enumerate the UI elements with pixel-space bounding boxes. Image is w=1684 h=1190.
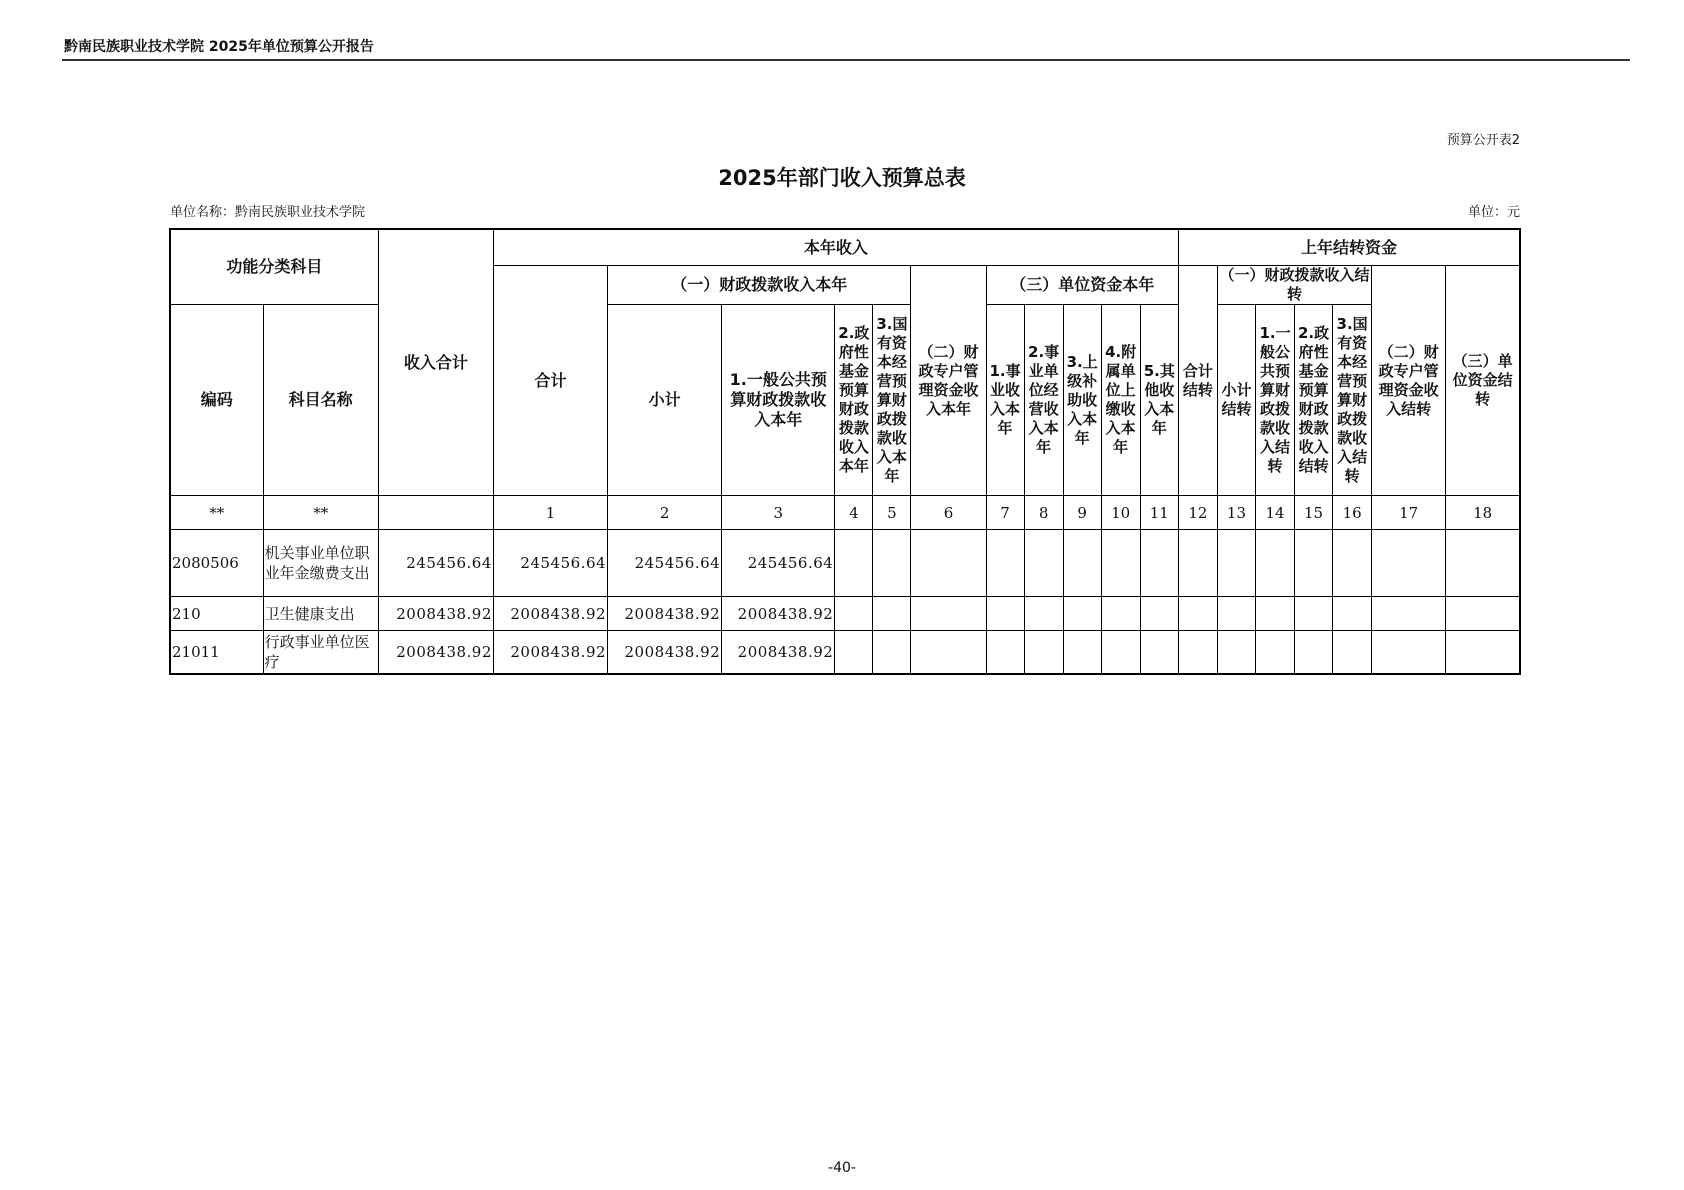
row-income-total: 245456.64	[378, 530, 493, 597]
income-budget-table	[169, 228, 1521, 675]
empty-cell	[873, 530, 911, 597]
empty-cell	[911, 631, 986, 675]
empty-cell	[1024, 631, 1063, 675]
column-number: 6	[911, 496, 986, 530]
column-number: **	[170, 496, 263, 530]
table-row	[170, 597, 1520, 631]
column-number: **	[263, 496, 378, 530]
empty-cell	[1063, 631, 1101, 675]
subtotal-header: 小计	[608, 305, 722, 496]
gov-fund-budget-header: 2.政府性基金预算财政拨款收入本年	[835, 305, 873, 496]
prior-year-carryover-header: 上年结转资金	[1178, 229, 1520, 266]
table-row	[170, 631, 1520, 675]
empty-cell	[1372, 631, 1446, 675]
empty-cell	[1446, 631, 1520, 675]
column-number: 1	[493, 496, 607, 530]
row-subject-name: 卫生健康支出	[263, 597, 378, 631]
row-general-public: 2008438.92	[722, 597, 835, 631]
unit-funds-current-header: （三）单位资金本年	[986, 266, 1178, 305]
row-subtotal: 245456.64	[608, 530, 722, 597]
column-number: 9	[1063, 496, 1101, 530]
carryover-total-header: 合计结转	[1178, 266, 1217, 496]
empty-cell	[1140, 530, 1178, 597]
empty-cell	[1063, 530, 1101, 597]
column-number: 5	[873, 496, 911, 530]
empty-cell	[1446, 597, 1520, 631]
affiliated-remit-header: 4.附属单位上缴收入本年	[1101, 305, 1140, 496]
row-code: 21011	[170, 631, 263, 675]
unit-funds-carryover-header: （三）单位资金结转	[1446, 266, 1520, 496]
fiscal-allocation-carryover-header: （一）财政拨款收入结转	[1217, 266, 1371, 305]
row-total: 245456.64	[493, 530, 607, 597]
empty-cell	[1333, 530, 1372, 597]
column-number: 13	[1217, 496, 1255, 530]
empty-cell	[1101, 597, 1140, 631]
total-header: 合计	[493, 266, 607, 496]
empty-cell	[1101, 631, 1140, 675]
general-public-budget-header: 1.一般公共预算财政拨款收入本年	[722, 305, 835, 496]
column-number: 16	[1333, 496, 1372, 530]
empty-cell	[1140, 597, 1178, 631]
row-subject-name: 行政事业单位医疗	[263, 631, 378, 675]
empty-cell	[1372, 597, 1446, 631]
table-row	[170, 530, 1520, 597]
empty-cell	[986, 631, 1024, 675]
empty-cell	[1333, 631, 1372, 675]
empty-cell	[1178, 631, 1217, 675]
unit-name: 单位名称：黔南民族职业技术学院	[170, 205, 366, 220]
business-operating-income-header: 2.事业单位经营收入本年	[1024, 305, 1063, 496]
empty-cell	[986, 597, 1024, 631]
empty-cell	[835, 631, 873, 675]
row-subject-name: 机关事业单位职业年金缴费支出	[263, 530, 378, 597]
row-total: 2008438.92	[493, 631, 607, 675]
carry-general-public-header: 1.一般公共预算财政拨款收入结转	[1256, 305, 1295, 496]
superior-subsidy-header: 3.上级补助收入本年	[1063, 305, 1101, 496]
form-number: 预算公开表2	[1446, 133, 1520, 148]
empty-cell	[1178, 530, 1217, 597]
row-subtotal: 2008438.92	[608, 631, 722, 675]
fiscal-special-mgmt-carryover-header: （二）财政专户管理资金收入结转	[1372, 266, 1446, 496]
empty-cell	[1256, 631, 1295, 675]
carry-state-capital-header: 3.国有资本经营预算财政拨款收入结转	[1333, 305, 1372, 496]
column-number: 17	[1372, 496, 1446, 530]
carry-subtotal-header: 小计结转	[1217, 305, 1255, 496]
page-number: -40-	[828, 1160, 856, 1176]
empty-cell	[1295, 530, 1333, 597]
row-subtotal: 2008438.92	[608, 597, 722, 631]
empty-cell	[986, 530, 1024, 597]
empty-cell	[1256, 530, 1295, 597]
table-title: 2025年部门收入预算总表	[718, 166, 966, 190]
empty-cell	[911, 530, 986, 597]
empty-cell	[911, 597, 986, 631]
empty-cell	[1295, 631, 1333, 675]
column-number: 10	[1101, 496, 1140, 530]
empty-cell	[873, 631, 911, 675]
header-rule	[62, 59, 1630, 61]
fiscal-allocation-current-header: （一）财政拨款收入本年	[608, 266, 911, 305]
current-year-income-header: 本年收入	[493, 229, 1178, 266]
business-income-header: 1.事业收入本年	[986, 305, 1024, 496]
row-code: 210	[170, 597, 263, 631]
column-number: 14	[1256, 496, 1295, 530]
empty-cell	[835, 597, 873, 631]
column-number: 4	[835, 496, 873, 530]
income-total-header: 收入合计	[378, 229, 493, 496]
empty-cell	[1372, 530, 1446, 597]
subject-name-header: 科目名称	[263, 305, 378, 496]
empty-cell	[1024, 597, 1063, 631]
empty-cell	[1446, 530, 1520, 597]
row-general-public: 2008438.92	[722, 631, 835, 675]
empty-cell	[1063, 597, 1101, 631]
empty-cell	[1178, 597, 1217, 631]
column-number: 12	[1178, 496, 1217, 530]
column-number: 2	[608, 496, 722, 530]
column-number-row	[170, 496, 1520, 530]
fiscal-special-mgmt-current-header: （二）财政专户管理资金收入本年	[911, 266, 986, 496]
other-income-header: 5.其他收入本年	[1140, 305, 1178, 496]
empty-cell	[1256, 597, 1295, 631]
running-header: 黔南民族职业技术学院 2025年单位预算公开报告	[64, 39, 374, 55]
column-number: 15	[1295, 496, 1333, 530]
empty-cell	[1217, 597, 1255, 631]
empty-cell	[1024, 530, 1063, 597]
empty-cell	[835, 530, 873, 597]
row-code: 2080506	[170, 530, 263, 597]
empty-cell	[1295, 597, 1333, 631]
empty-cell	[1140, 631, 1178, 675]
column-number: 8	[1024, 496, 1063, 530]
function-category-header: 功能分类科目	[170, 229, 378, 305]
empty-cell	[1217, 530, 1255, 597]
state-capital-budget-header: 3.国有资本经营预算财政拨款收入本年	[873, 305, 911, 496]
column-number: 3	[722, 496, 835, 530]
column-number: 7	[986, 496, 1024, 530]
code-header: 编码	[170, 305, 263, 496]
carry-gov-fund-header: 2.政府性基金预算财政拨款收入结转	[1295, 305, 1333, 496]
empty-cell	[873, 597, 911, 631]
row-income-total: 2008438.92	[378, 631, 493, 675]
row-general-public: 245456.64	[722, 530, 835, 597]
column-number: 18	[1446, 496, 1520, 530]
column-number	[378, 496, 493, 530]
empty-cell	[1333, 597, 1372, 631]
empty-cell	[1217, 631, 1255, 675]
empty-cell	[1101, 530, 1140, 597]
row-income-total: 2008438.92	[378, 597, 493, 631]
row-total: 2008438.92	[493, 597, 607, 631]
column-number: 11	[1140, 496, 1178, 530]
currency-unit: 单位：元	[1467, 205, 1520, 220]
